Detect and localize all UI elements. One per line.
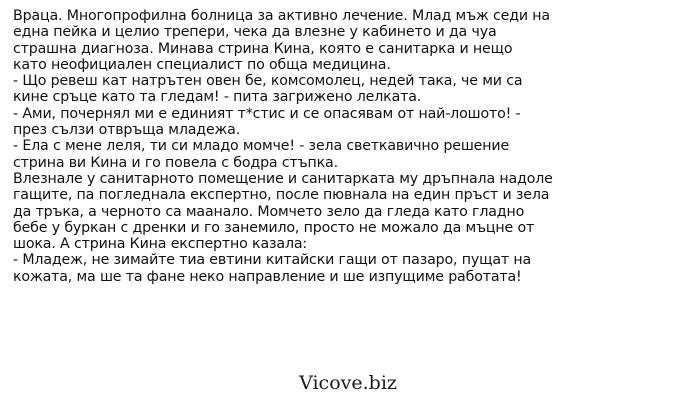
joke-line: Влезнале у санитарното помещение и санитарката му дръпнала надоле <box>13 170 553 187</box>
joke-line: страшна диагноза. Минава стрина Кина, която е санитарка и нещо <box>13 40 513 57</box>
joke-line: Враца. Многопрофилна болница за активно лечение. Млад мъж седи на <box>13 8 550 24</box>
joke-line: да тръка, а черното са маанало. Момчето зело да гледа като гладно <box>13 203 525 220</box>
joke-line: - Младеж, не зимайте тиа евтини китайски гащи от пазаро, пущат на <box>13 252 532 269</box>
joke-line: като неофициален специалист по обща медицина. <box>13 56 391 73</box>
joke-line: кине сръце като та гледам! - пита загрижено лелката. <box>13 89 422 106</box>
joke-text <box>13 8 685 285</box>
joke-line: кожата, ма ше та фане неко направление и ше изпущиме работата! <box>13 268 522 285</box>
joke-line: една пейка и целио трепери, чека да влезне у кабинето и да чуа <box>13 24 497 41</box>
joke-line: - Ела с мене леля, ти си младо момче! - зела светкавично решение <box>13 138 510 155</box>
joke-line: - Ами, почернял ми е единият т*стис и се опасявам от най-лошото! - <box>13 105 521 122</box>
joke-line: гащите, па погледнала експертно, после пювнала на един пръст и зела <box>13 187 550 204</box>
joke-line: бебе у буркан с дренки и го занемило, просто не можало да мъцне от <box>13 219 535 236</box>
joke-line: стрина ви Кина и го повела с бодра стъпка. <box>13 154 338 171</box>
joke-line: през сълзи отвръща младежа. <box>13 122 241 139</box>
joke-line: - Що ревеш кат натрътен овен бе, комсомолец, недей така, че ми са <box>13 73 523 90</box>
joke-line: шока. А стрина Кина експертно казала: <box>13 236 308 253</box>
site-watermark: Vicove.biz <box>299 372 397 394</box>
